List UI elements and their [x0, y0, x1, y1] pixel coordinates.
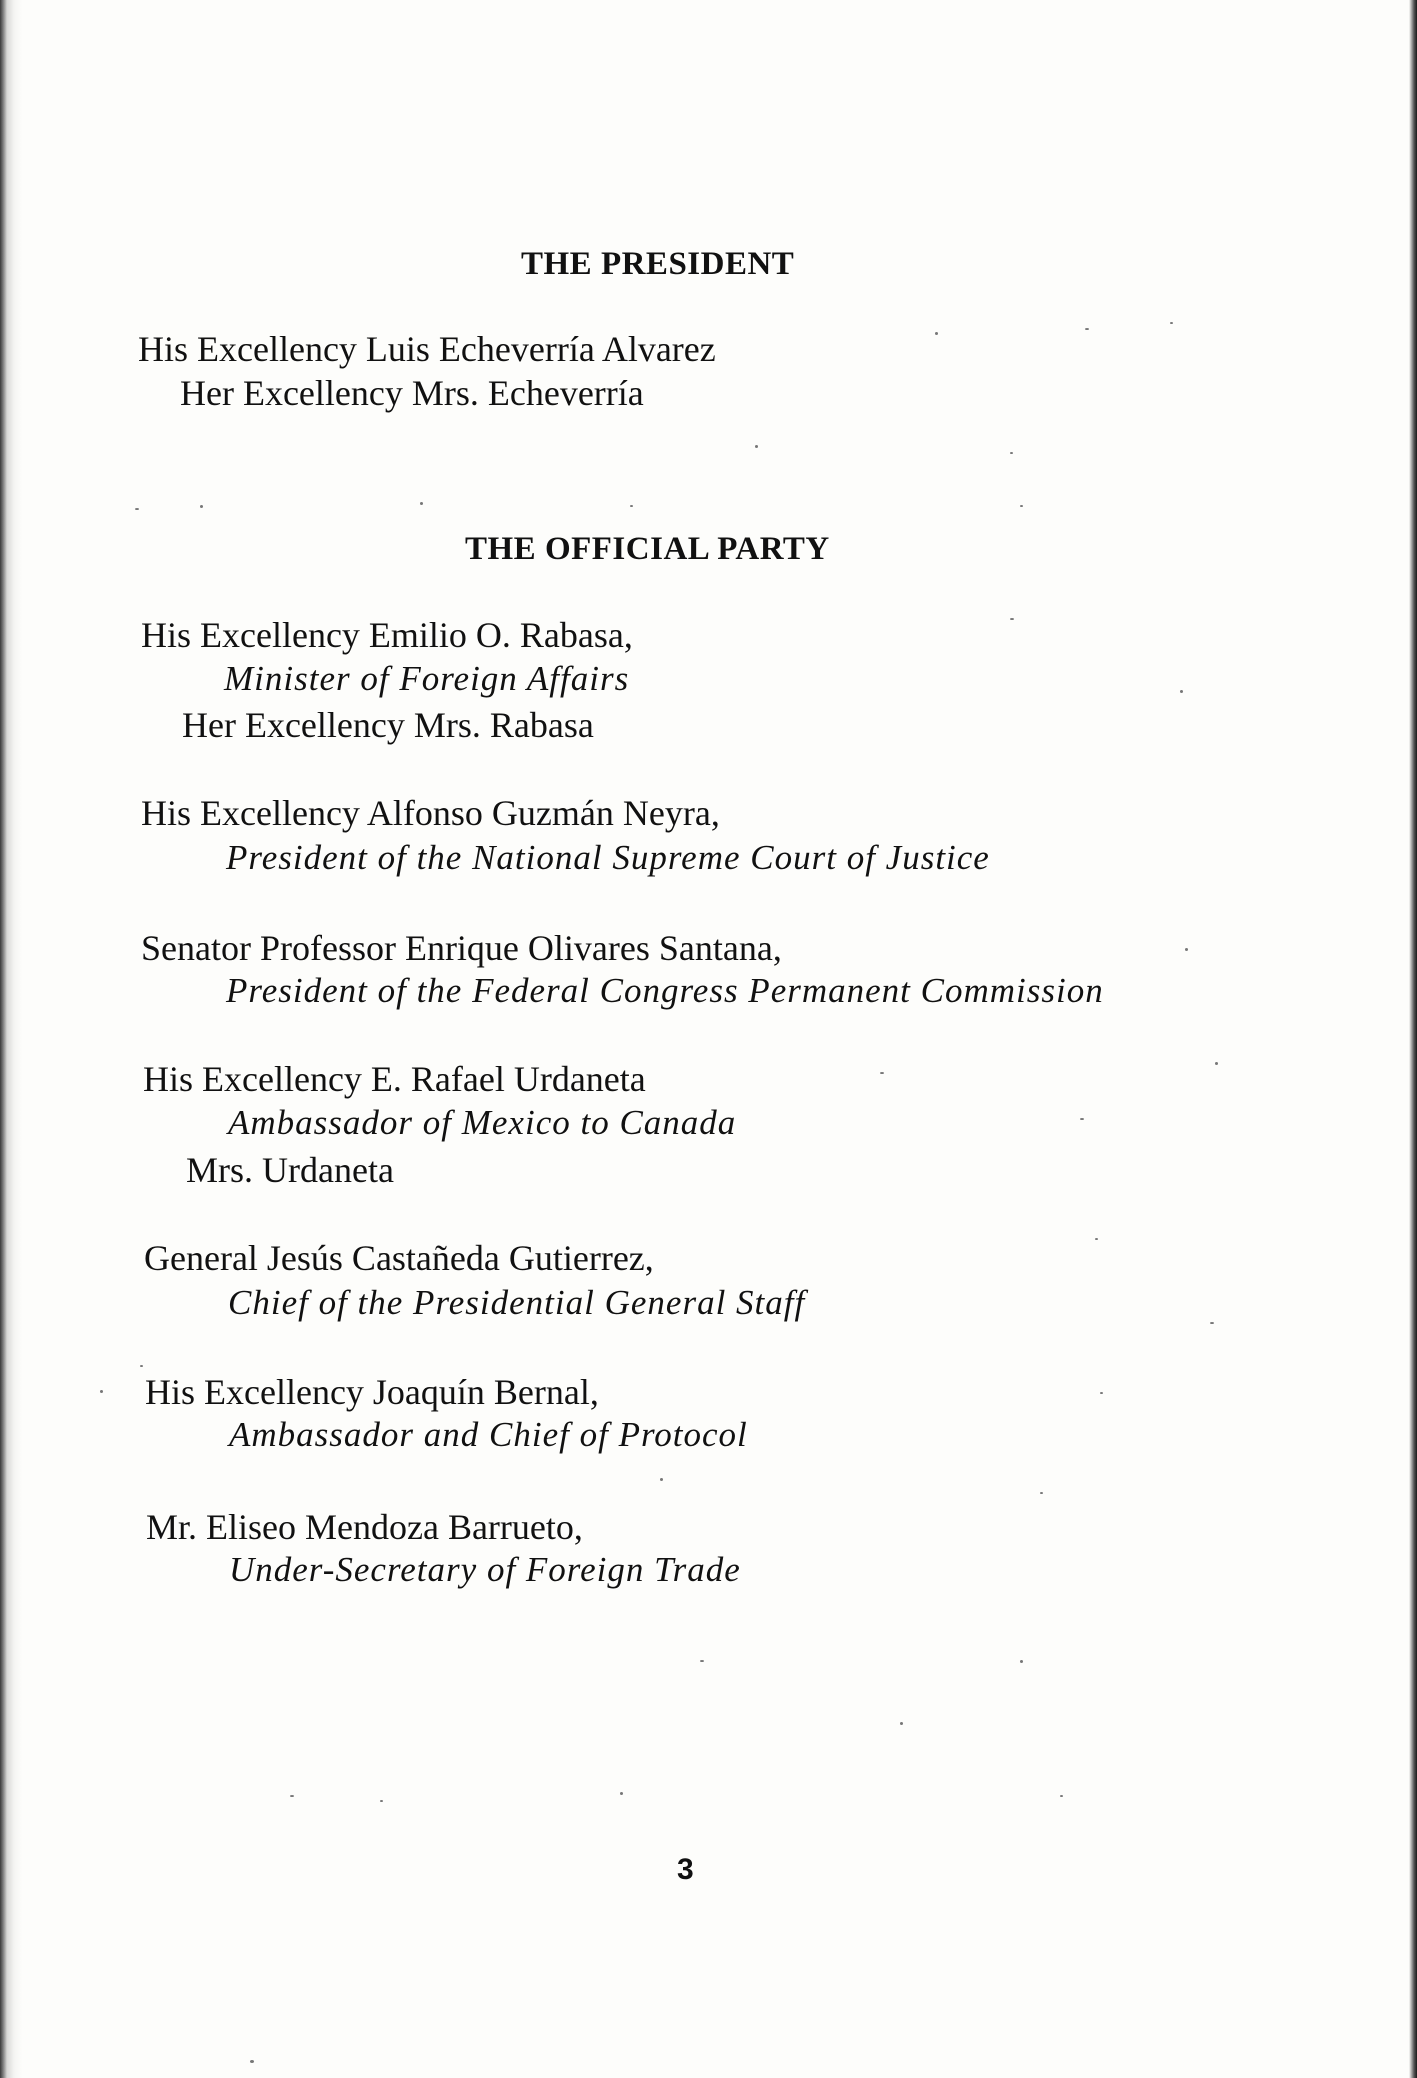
section-heading-official-party: THE OFFICIAL PARTY [465, 531, 830, 567]
party-member-title: Ambassador of Mexico to Canada [228, 1103, 737, 1142]
scan-speck [135, 508, 139, 510]
party-member-name: His Excellency E. Rafael Urdaneta [143, 1059, 646, 1099]
scan-speck [290, 1795, 294, 1797]
scan-speck [755, 445, 758, 448]
party-member-name: His Excellency Alfonso Guzmán Neyra, [141, 793, 720, 833]
scan-speck [100, 1390, 103, 1393]
scan-speck [1100, 1392, 1103, 1394]
scan-speck [1170, 322, 1173, 324]
scan-speck [420, 502, 423, 505]
party-member-name: Mr. Eliseo Mendoza Barrueto, [146, 1507, 583, 1547]
binding-edge [0, 0, 22, 2078]
scan-speck [1010, 452, 1013, 454]
scan-speck [1185, 948, 1188, 951]
party-member-name: His Excellency Joaquín Bernal, [145, 1372, 599, 1412]
party-member-title: Chief of the Presidential General Staff [228, 1283, 806, 1322]
party-member-title: President of the Federal Congress Permanent Commission [226, 971, 1104, 1010]
scan-speck [880, 1072, 884, 1074]
scan-speck [1210, 1322, 1214, 1324]
scan-speck [1040, 1492, 1043, 1494]
scan-speck [200, 505, 203, 508]
party-member-title: Minister of Foreign Affairs [224, 659, 630, 698]
party-member-title: President of the National Supreme Court of Justice [226, 838, 990, 877]
party-member-spouse: Mrs. Urdaneta [186, 1150, 394, 1190]
scan-speck [1095, 1238, 1098, 1240]
page-number: 3 [677, 1853, 694, 1886]
scan-speck [1060, 1795, 1063, 1797]
president-name: His Excellency Luis Echeverría Alvarez [138, 329, 716, 369]
scan-speck [1180, 690, 1183, 693]
page-edge [1409, 0, 1417, 2078]
scan-speck [250, 2060, 254, 2063]
scan-speck [1010, 618, 1014, 620]
scan-speck [1080, 1118, 1084, 1120]
scan-speck [700, 1660, 704, 1662]
scan-speck [900, 1722, 903, 1725]
party-member-title: Ambassador and Chief of Protocol [229, 1415, 748, 1454]
scan-speck [1020, 1660, 1023, 1663]
scan-speck [935, 332, 938, 335]
party-member-name: His Excellency Emilio O. Rabasa, [141, 615, 633, 655]
president-spouse: Her Excellency Mrs. Echeverría [180, 373, 644, 413]
scan-speck [140, 1365, 143, 1367]
party-member-name: General Jesús Castañeda Gutierrez, [144, 1238, 654, 1278]
scan-speck [1215, 1062, 1218, 1065]
scan-speck [380, 1800, 383, 1802]
scan-speck [660, 1478, 663, 1481]
scan-speck [630, 505, 633, 507]
section-heading-president: THE PRESIDENT [521, 246, 795, 282]
scan-speck [1085, 328, 1089, 330]
scan-speck [620, 1792, 623, 1795]
party-member-title: Under-Secretary of Foreign Trade [229, 1550, 741, 1589]
party-member-name: Senator Professor Enrique Olivares Santana, [141, 928, 782, 968]
party-member-spouse: Her Excellency Mrs. Rabasa [182, 705, 594, 745]
scan-speck [1020, 505, 1023, 507]
